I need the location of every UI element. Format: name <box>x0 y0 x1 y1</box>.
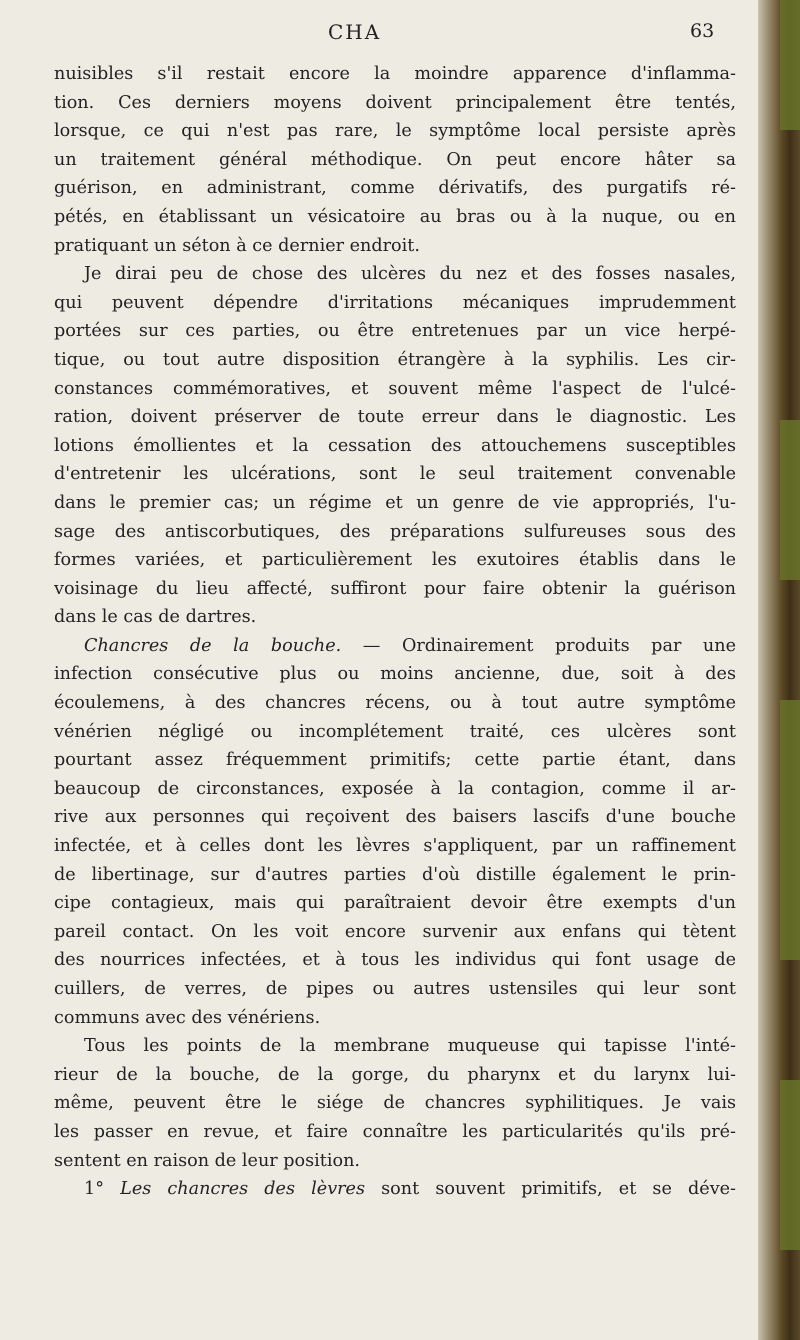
text-line: qui peuvent dépendre d'irritations mécaniques imprudemment <box>54 292 736 313</box>
text-line: cuillers, de verres, de pipes ou autres ustensiles qui leur sont <box>54 979 736 999</box>
text-line: formes variées, et particulièrement les exutoires établis dans le <box>54 550 736 571</box>
paragraph <box>54 60 736 260</box>
text-line: vénérien négligé ou incomplétement traité, ces ulcères sont <box>54 721 736 742</box>
text-line: des nourrices infectées, et à tous les individus qui font usage de <box>54 950 736 971</box>
text-line: pratiquant un séton à ce dernier endroit. <box>54 235 420 256</box>
text-line: guérison, en administrant, comme dérivatifs, des purgatifs ré- <box>54 178 736 199</box>
page-number: 63 <box>690 20 715 42</box>
text-line: d'entretenir les ulcérations, sont le seul traitement convenable <box>54 464 736 485</box>
text-line: cipe contagieux, mais qui paraîtraient devoir être exempts d'un <box>54 893 736 914</box>
text-line: sentent en raison de leur position. <box>54 1150 361 1171</box>
text-line: de libertinage, sur d'autres parties d'où distille également le prin- <box>54 864 736 885</box>
edge-stain <box>780 0 800 130</box>
paragraph <box>54 1175 736 1204</box>
text-line: infection consécutive plus ou moins ancienne, due, soit à des <box>54 664 736 685</box>
text-line: sage des antiscorbutiques, des préparations sulfureuses sous des <box>54 521 736 542</box>
text-line: Je dirai peu de chose des ulcères du nez et des fosses nasales, <box>84 264 736 285</box>
text-line: un traitement général méthodique. On peut encore hâter sa <box>54 149 736 170</box>
edge-stain <box>780 420 800 580</box>
text-line: infectée, et à celles dont les lèvres s'appliquent, par un raffinement <box>54 836 736 857</box>
text-line: rive aux personnes qui reçoivent des baisers lascifs d'une bouche <box>54 807 736 828</box>
text-line: lotions émollientes et la cessation des attouchemens susceptibles <box>54 435 736 456</box>
section-heading: Chancres de la bouche. <box>84 635 342 656</box>
text-line: beaucoup de circonstances, exposée à la contagion, comme il ar- <box>54 778 736 799</box>
edge-stain <box>780 1080 800 1250</box>
section-heading: Les chancres des lèvres <box>120 1179 365 1200</box>
text-line: dans le premier cas; un régime et un genre de vie appropriés, l'u- <box>54 492 736 513</box>
body-text <box>54 60 736 1204</box>
text-line: tion. Ces derniers moyens doivent principalement être tentés, <box>54 92 736 113</box>
edge-stain <box>780 700 800 960</box>
text-line: dans le cas de dartres. <box>54 607 257 628</box>
text-line: voisinage du lieu affecté, suffiront pour faire obtenir la guérison <box>54 578 736 599</box>
text-line: pareil contact. On les voit encore survenir aux enfans qui tètent <box>54 921 736 942</box>
text-line: nuisibles s'il restait encore la moindre apparence d'inflamma- <box>54 64 736 84</box>
text-line <box>54 632 736 661</box>
text-line: ration, doivent préserver de toute erreur dans le diagnostic. Les <box>54 407 736 428</box>
text-line: rieur de la bouche, de la gorge, du pharynx et du larynx lui- <box>54 1064 736 1085</box>
paragraph <box>54 632 736 1032</box>
text-line: écoulemens, à des chancres récens, ou à tout autre symptôme <box>54 693 736 714</box>
text-line: constances commémoratives, et souvent même l'aspect de l'ulcé- <box>54 378 736 399</box>
text-run: sont souvent primitifs, et se déve- <box>365 1179 736 1200</box>
text-line: communs avec des vénériens. <box>54 1007 321 1028</box>
text-line: pétés, en établissant un vésicatoire au bras ou à la nuque, ou en <box>54 206 736 227</box>
text-line: Tous les points de la membrane muqueuse qui tapisse l'inté- <box>84 1036 736 1057</box>
text-line: pourtant assez fréquemment primitifs; cette partie étant, dans <box>54 750 736 771</box>
book-edge <box>758 0 800 1340</box>
text-line: tique, ou tout autre disposition étrangère à la syphilis. Les cir- <box>54 349 736 370</box>
running-title: CHA <box>328 20 382 44</box>
paragraph <box>54 1032 736 1175</box>
text-line: même, peuvent être le siége de chancres syphilitiques. Je vais <box>54 1093 736 1114</box>
text-run: — Ordinairement produits par une <box>341 635 736 656</box>
text-line: portées sur ces parties, ou être entretenues par un vice herpé- <box>54 321 736 342</box>
page-header <box>0 18 758 48</box>
text-line <box>54 1175 736 1204</box>
list-number: 1° <box>84 1179 104 1200</box>
text-line: lorsque, ce qui n'est pas rare, le symptôme local persiste après <box>54 121 736 142</box>
text-line: les passer en revue, et faire connaître les particularités qu'ils pré- <box>54 1121 736 1142</box>
paragraph <box>54 260 736 632</box>
